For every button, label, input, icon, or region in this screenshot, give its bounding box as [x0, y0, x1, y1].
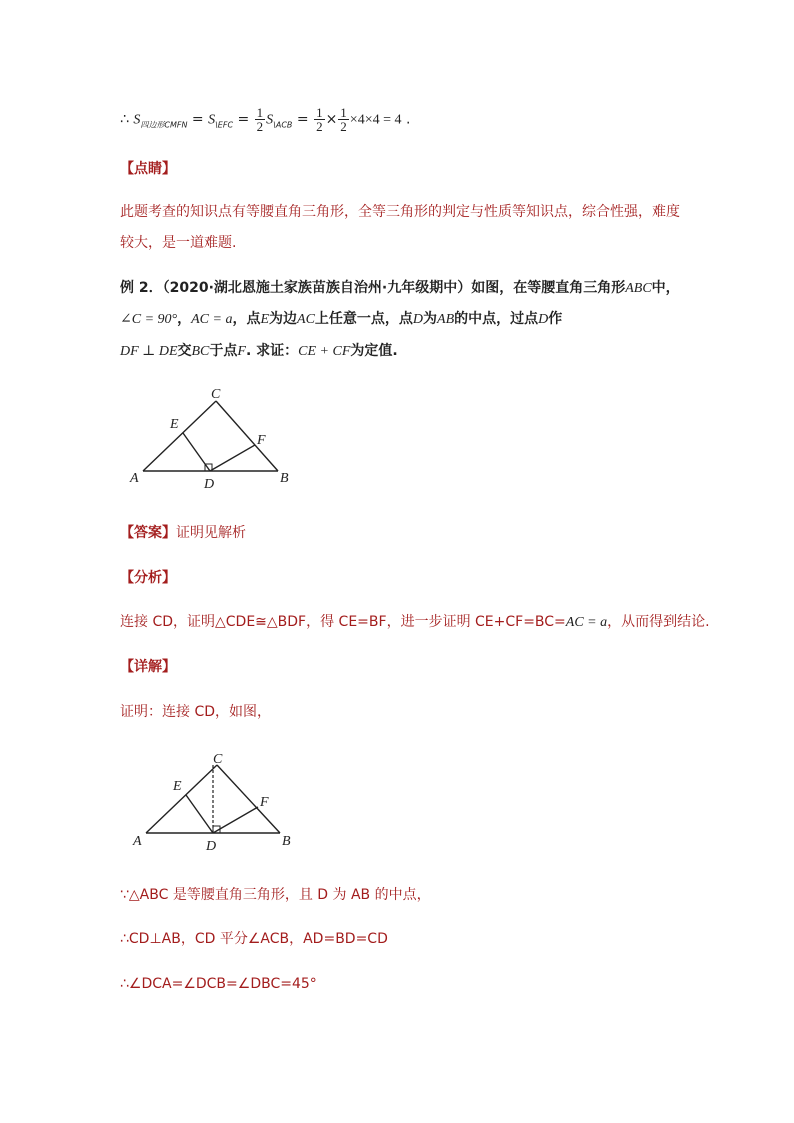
fenxi-label: 【分析】 [120, 570, 176, 586]
label-f: F [257, 433, 266, 448]
therefore-symbol: ∴ [120, 111, 129, 128]
label-a: A [133, 834, 142, 849]
proof-line-2: ∴CD⊥AB，CD 平分∠ACB，AD=BD=CD [120, 931, 388, 947]
proof-intro: 证明：连接 CD，如图， [120, 704, 272, 720]
fenxi-text: 连接 CD，证明△CDE≅△BDF，得 CE=BF，进一步证明 CE+CF=BC=AC = a，从而得到结论. [120, 614, 710, 630]
example-line-3: DF ⊥ DE交BC于点F. 求证：CE + CF为定值. [120, 343, 398, 359]
label-c: C [213, 752, 223, 767]
label-c: C [211, 387, 221, 402]
answer-label: 【答案】 [120, 525, 176, 541]
subscript: 四边形CMFN [140, 120, 188, 130]
label-d: D [206, 839, 217, 854]
proof-line-1: ∵△ABC 是等腰直角三角形，且 D 为 AB 的中点， [120, 887, 431, 903]
triangle-figure-1 [120, 380, 310, 495]
fraction: $\frac{1}{2}$ [316, 105, 323, 134]
xiangjie-label: 【详解】 [120, 659, 176, 675]
label-f: F [260, 795, 269, 810]
example-line-1: 例 2．（2020·湖北恩施土家族苗族自治州·九年级期中）如图，在等腰直角三角形ABC中， [120, 280, 680, 296]
label-b: B [280, 471, 289, 486]
example-line-2: ∠C = 90°，AC = a，点E为边AC上任意一点，点D为AB的中点，过点D作 [120, 311, 563, 327]
proof-line-3: ∴∠DCA=∠DCB=∠DBC=45° [120, 976, 317, 992]
dianjing-label: 【点睛】 [120, 161, 176, 177]
label-e: E [173, 779, 182, 794]
answer-text: 证明见解析 [176, 525, 246, 541]
answer-row [120, 524, 246, 542]
label-a: A [130, 471, 139, 486]
area-formula: ∴ $S_{四边形CMFN} = S_{\backslash EFC}$ = $\frac{1}{2}$ $S_{\backslash ACB}$ = $\frac{1}{2}$ × $\frac{1}{2}$ ×4×4 = 4 . [120, 105, 411, 134]
triangle-figure-2 [120, 748, 310, 858]
fraction: $\frac{1}{2}$ [340, 105, 347, 134]
label-e: E [170, 417, 179, 432]
dianjing-text-1: 此题考查的知识点有等腰直角三角形，全等三角形的判定与性质等知识点，综合性强，难度 [120, 204, 680, 220]
fraction: $\frac{1}{2}$ [256, 105, 264, 134]
dianjing-text-2: 较大，是一道难题. [120, 235, 237, 251]
label-d: D [204, 477, 215, 492]
label-b: B [282, 834, 291, 849]
